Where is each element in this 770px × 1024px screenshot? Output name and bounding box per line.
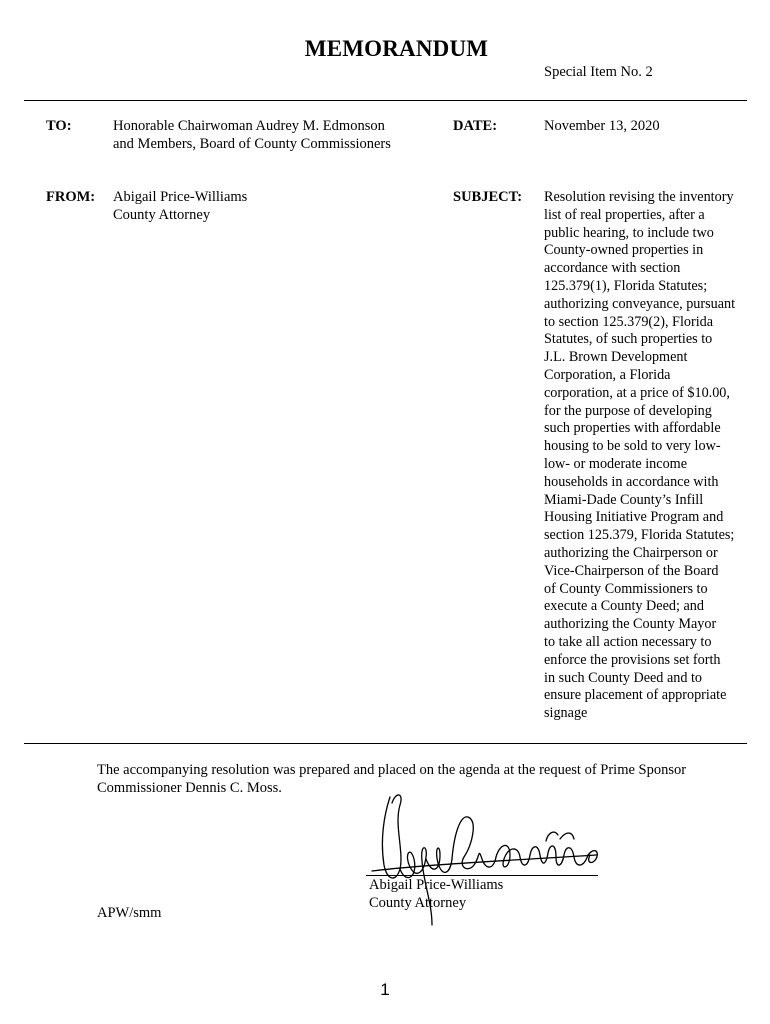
subject-line: County-owned properties in	[544, 242, 704, 259]
page-number: 1	[380, 980, 390, 999]
subject-line: of County Commissioners to	[544, 580, 708, 597]
to-recipient	[113, 118, 391, 153]
to-line-2: and Members, Board of County Commissioners	[113, 135, 391, 152]
memo-title: MEMORANDUM	[304, 36, 489, 61]
subject-line: authorizing the County Mayor	[544, 616, 717, 633]
subject-line: such properties with affordable	[544, 420, 721, 437]
subject-line: authorizing the Chairperson or	[544, 544, 718, 561]
subject-text	[544, 189, 750, 723]
subject-line: for the purpose of developing	[544, 402, 712, 419]
signer-name: Abigail Price-Williams	[369, 877, 504, 893]
special-item-number: Special Item No. 2	[544, 64, 653, 80]
date-value: November 13, 2020	[544, 118, 660, 134]
subject-line: housing to be sold to very low-	[544, 438, 721, 455]
date-label: DATE:	[453, 118, 498, 134]
subject-line: signage	[544, 705, 588, 722]
bottom-divider	[24, 743, 747, 744]
from-label: FROM:	[46, 189, 96, 205]
signer-title: County Attorney	[369, 895, 467, 911]
subject-line: Corporation, a Florida	[544, 366, 671, 383]
subject-line: low- or moderate income	[544, 455, 688, 472]
subject-line: corporation, at a price of $10.00,	[544, 384, 730, 401]
subject-line: accordance with section	[544, 260, 681, 277]
from-sender	[113, 189, 247, 224]
subject-line: Statutes, of such properties to	[544, 331, 713, 348]
subject-line: enforce the provisions set forth	[544, 651, 721, 668]
from-line-1: Abigail Price-Williams	[113, 189, 248, 205]
from-line-2: County Attorney	[113, 206, 211, 223]
subject-line: ensure placement of appropriate	[544, 687, 727, 704]
subject-line: J.L. Brown Development	[544, 349, 688, 366]
subject-line: to take all action necessary to	[544, 633, 712, 650]
subject-line: Miami-Dade County’s Infill	[544, 491, 704, 508]
body-line-2: Commissioner Dennis C. Moss.	[97, 779, 282, 796]
subject-line: Resolution revising the inventory	[544, 189, 734, 205]
top-divider	[24, 100, 747, 101]
subject-line: in such County Deed and to	[544, 669, 703, 686]
subject-line: list of real properties, after a	[544, 206, 705, 223]
subject-line: authorizing conveyance, pursuant	[544, 295, 736, 312]
subject-line: to section 125.379(2), Florida	[544, 313, 714, 330]
subject-line: Vice-Chairperson of the Board	[544, 562, 719, 579]
to-label: TO:	[46, 118, 72, 134]
subject-line: Housing Initiative Program and	[544, 509, 724, 526]
signature-block	[369, 876, 503, 912]
subject-line: households in accordance with	[544, 473, 719, 490]
typist-initials: APW/smm	[97, 905, 162, 921]
to-line-1: Honorable Chairwoman Audrey M. Edmonson	[113, 118, 385, 134]
subject-line: public hearing, to include two	[544, 224, 714, 241]
subject-line: section 125.379, Florida Statutes;	[544, 527, 735, 544]
body-line-1: The accompanying resolution was prepared and placed on the agenda at the request of Prime Sponsor	[97, 762, 687, 778]
subject-line: 125.379(1), Florida Statutes;	[544, 277, 708, 294]
subject-line: execute a County Deed; and	[544, 598, 704, 615]
subject-label: SUBJECT:	[453, 189, 523, 205]
